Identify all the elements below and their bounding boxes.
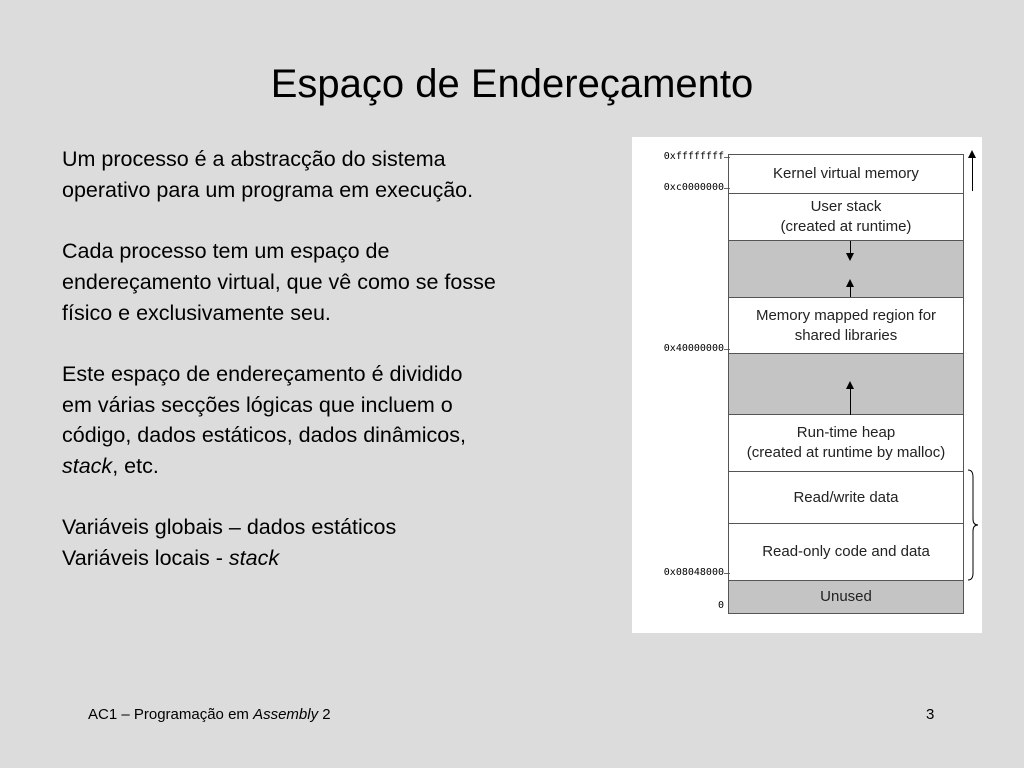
slide-title: Espaço de Endereçamento <box>270 62 754 106</box>
stack-term: stack <box>228 546 280 571</box>
body-text <box>62 144 602 574</box>
paragraph-line: endereçamento virtual, que vê como se fosse <box>62 269 496 294</box>
address-label-shared-lib: 0x40000000 <box>663 343 724 354</box>
heap-growth-arrow-line <box>850 389 851 415</box>
mmap-growth-arrow-line <box>850 287 851 297</box>
region-label: shared libraries <box>794 326 898 344</box>
region-kernel-virtual-memory <box>728 154 964 194</box>
stack-term: stack <box>62 454 113 478</box>
footer-course-italic: Assembly <box>253 706 319 723</box>
memory-layout-diagram <box>632 137 982 633</box>
region-unused <box>728 580 964 614</box>
address-label-zero: 0 <box>717 600 724 611</box>
paragraph-line <box>62 451 602 482</box>
paragraph-line: Um processo é a abstracção do sistema <box>62 147 446 171</box>
footer-course-prefix: AC1 – Programação em <box>88 706 254 723</box>
paragraph-line: operativo para um programa em execução. <box>62 177 474 202</box>
footer-course-suffix: 2 <box>318 706 331 723</box>
stack-growth-arrow-line <box>850 241 851 253</box>
paragraph-process <box>62 144 602 205</box>
arrow-up-icon <box>968 150 976 158</box>
region-label: Kernel virtual memory <box>773 165 919 182</box>
address-label-code: 0x08048000 <box>663 567 724 578</box>
footer-course <box>88 705 331 725</box>
paragraph-line-rest: , etc. <box>112 454 159 478</box>
paragraph-sections <box>62 359 602 482</box>
paragraph-line: Cada processo tem um espaço de <box>62 239 390 264</box>
region-stack-gap <box>728 240 964 298</box>
region-memory-mapped <box>728 297 964 354</box>
region-label: (created at runtime) <box>780 218 912 235</box>
paragraph-line-prefix: Variáveis locais - <box>62 546 229 571</box>
paragraph-line: código, dados estáticos, dados dinâmicos, <box>62 423 466 448</box>
address-label-top: 0xffffffff <box>663 151 724 162</box>
region-label: Read-only code and data <box>762 543 930 560</box>
arrow-down-icon <box>846 253 854 261</box>
region-label: User stack <box>810 198 882 215</box>
region-label: Run-time heap <box>796 424 896 441</box>
paragraph-line: Variáveis globais – dados estáticos <box>62 515 397 540</box>
arrow-up-icon <box>846 279 854 287</box>
paragraph-address-space <box>62 236 602 328</box>
arrow-up-icon <box>846 381 854 389</box>
paragraph-line: em várias secções lógicas que incluem o <box>62 392 453 417</box>
region-label: Read/write data <box>793 488 899 506</box>
paragraph-line: Este espaço de endereçamento é dividido <box>62 361 463 386</box>
brace-icon <box>966 469 980 581</box>
paragraph-line <box>62 543 602 574</box>
page-number: 3 <box>926 706 935 723</box>
region-label: (created at runtime by malloc) <box>746 444 946 461</box>
kernel-arrow-line <box>972 158 973 191</box>
region-read-write-data <box>728 471 964 524</box>
region-read-only-code <box>728 523 964 581</box>
region-user-stack <box>728 193 964 241</box>
region-label: Unused <box>820 588 872 605</box>
region-label: Memory mapped region for <box>755 306 937 324</box>
paragraph-variables <box>62 512 602 573</box>
region-runtime-heap <box>728 414 964 472</box>
address-label-kernel: 0xc0000000 <box>663 182 724 193</box>
paragraph-line: físico e exclusivamente seu. <box>62 300 331 325</box>
